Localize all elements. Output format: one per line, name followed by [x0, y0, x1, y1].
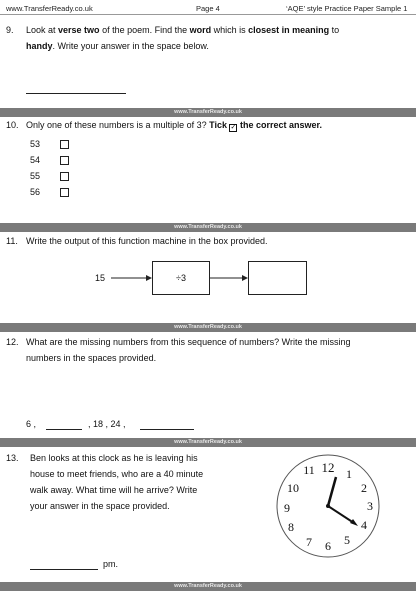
clock-center	[326, 504, 330, 508]
clock-number-7: 7	[306, 535, 312, 549]
q13-answer-line[interactable]	[30, 569, 98, 570]
clock-number-10: 10	[287, 481, 299, 495]
clock-number-4: 4	[361, 518, 367, 532]
q12-number: 12.	[6, 337, 19, 347]
page-number: Page 4	[196, 4, 220, 13]
clock-number-3: 3	[367, 499, 373, 513]
option-53-label: 53	[30, 139, 41, 149]
divider-band: www.TransferReady.co.uk	[0, 323, 416, 332]
q13-pm-label: pm.	[103, 559, 119, 569]
clock-number-9: 9	[284, 501, 290, 515]
clock-number-8: 8	[288, 520, 294, 534]
q10-number: 10.	[6, 120, 19, 130]
clock-number-5: 5	[344, 533, 350, 547]
clock-number-2: 2	[361, 481, 367, 495]
sequence-blank-1[interactable]	[46, 429, 82, 430]
function-operation-box: ÷3	[152, 261, 210, 295]
tick-box-icon: ✓	[230, 124, 237, 131]
divider-band: www.TransferReady.co.uk	[0, 108, 416, 117]
function-input: 15	[95, 273, 106, 283]
sequence-middle: , 18 , 24 ,	[88, 419, 126, 429]
sequence-blank-2[interactable]	[140, 429, 194, 430]
option-55-label: 55	[30, 171, 41, 181]
option-56-label: 56	[30, 187, 41, 197]
paper-title: ‘AQE’ style Practice Paper Sample 1	[286, 4, 408, 13]
q9-text: Look at verse two of the poem. Find the word which is closest in meaning to handy. Write your answer in the space below.	[26, 25, 340, 51]
q9-number: 9.	[6, 25, 14, 35]
q10-text: Only one of these numbers is a multiple of 3? Tick ✓ the correct answer.	[26, 120, 323, 131]
q11-text: Write the output of this function machine in the box provided.	[26, 236, 268, 246]
divider-band: www.TransferReady.co.uk	[0, 582, 416, 591]
q12-text: What are the missing numbers from this sequence of numbers? Write the missing numbers in the spaces provided.	[26, 337, 351, 363]
divider-band: www.TransferReady.co.uk	[0, 223, 416, 232]
function-output-box[interactable]	[248, 261, 307, 295]
clock-number-1: 1	[346, 467, 352, 481]
divider-band: www.TransferReady.co.uk	[0, 438, 416, 447]
clock-number-12: 12	[321, 460, 335, 475]
site-url: www.TransferReady.co.uk	[6, 4, 93, 13]
q13-number: 13.	[6, 453, 19, 463]
clock-number-11: 11	[303, 463, 315, 477]
option-54-label: 54	[30, 155, 41, 165]
sequence-first: 6 ,	[26, 419, 37, 429]
q11-number: 11.	[6, 236, 18, 246]
clock	[270, 452, 386, 560]
clock-number-6: 6	[325, 539, 331, 553]
q13-text: Ben looks at this clock as he is leaving his house to meet friends, who are a 40 minute walk away. What time will he arrive? Write your answer in the space provided.	[30, 453, 204, 511]
